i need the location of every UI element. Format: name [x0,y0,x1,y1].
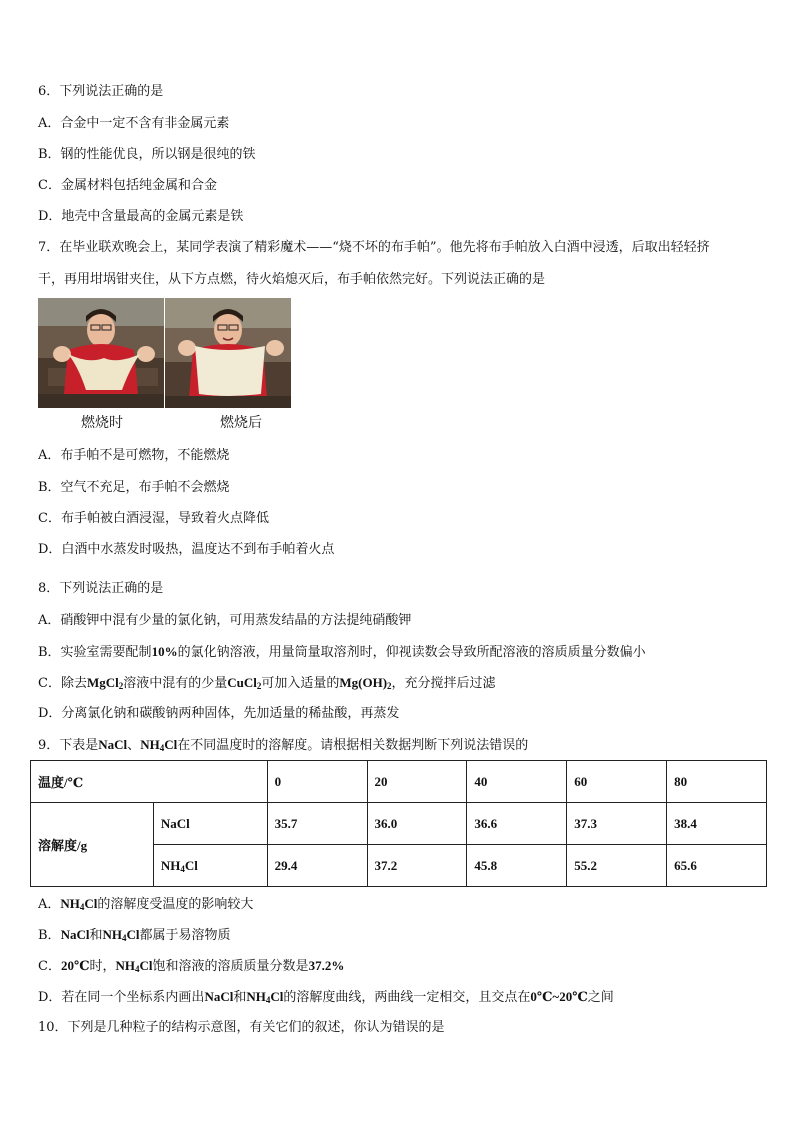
q7-stem-line1: 7．在毕业联欢晚会上，某同学表演了精彩魔术——“烧不坏的布手帕”。他先将布手帕放入白酒中浸透，后取出轻轻挤 [38,240,710,255]
q8-option-d: D．分离氯化钠和碳酸钠两种固体，先加适量的稀盐酸，再蒸发 [38,706,400,721]
q7-option-c: C．布手帕被白酒浸湿，导致着火点降低 [38,511,269,526]
q9-option-c: C．20℃时，$NH_4Cl$饱和溶液的溶质质量分数是37.2% [38,958,345,974]
value-cell: 36.6 [467,803,567,845]
q9-option-b: B．NaCl和$NH_4Cl$都属于易溶物质 [38,927,231,943]
value-cell: 37.2 [367,845,467,887]
temp-cell: 40 [467,761,567,803]
q7-stem-line2: 干，再用坩埚钳夹住，从下方点燃，待火焰熄灭后，布手帕依然完好。下列说法正确的是 [38,272,546,287]
value-cell: 55.2 [567,845,667,887]
value-cell: 36.0 [367,803,467,845]
q7-option-d: D．白酒中水蒸发时吸热，温度达不到布手帕着火点 [38,542,335,557]
caption-after-burning: 燃烧后 [220,415,262,431]
q9-option-a: A．$NH_4Cl$的溶解度受温度的影响较大 [38,896,254,912]
caption-burning: 燃烧时 [81,415,123,431]
table-row [31,761,767,803]
value-cell: 37.3 [567,803,667,845]
q6-option-b: B．钢的性能优良，所以钢是很纯的铁 [38,147,256,162]
header-temperature: 温度/℃ [31,761,268,803]
q7-option-b: B．空气不充足，布手帕不会燃烧 [38,480,230,495]
q7-photos [38,298,303,438]
temp-cell: 0 [267,761,367,803]
temp-cell: 80 [667,761,767,803]
q8-option-b: B．实验室需要配制10%的氯化钠溶液，用量筒量取溶剂时，仰视读数会导致所配溶液的溶质质量分数偏小 [38,644,646,660]
q9-stem: 9．下表是NaCl、$NH_4Cl$在不同温度时的溶解度。请根据相关数据判断下列说法错误的 [38,737,529,753]
row-label-nacl: NaCl [153,803,267,845]
q6-option-a: A．合金中一定不含有非金属元素 [38,116,230,131]
q8-stem: 8．下列说法正确的是 [38,581,164,596]
q6-option-c: C．金属材料包括纯金属和合金 [38,178,217,193]
value-cell: 38.4 [667,803,767,845]
value-cell: 65.6 [667,845,767,887]
solubility-table [30,760,767,887]
temp-cell: 20 [367,761,467,803]
table-row [31,803,767,845]
q6-option-d: D．地壳中含量最高的金属元素是铁 [38,209,244,224]
value-cell: 45.8 [467,845,567,887]
q10-stem: 10．下列是几种粒子的结构示意图，有关它们的叙述，你认为错误的是 [38,1020,445,1035]
q7-option-a: A．布手帕不是可燃物，不能燃烧 [38,448,230,463]
value-cell: 29.4 [267,845,367,887]
row-label-nh4cl: $NH_4Cl$ [153,845,267,887]
temp-cell: 60 [567,761,667,803]
q8-option-a: A．硝酸钾中混有少量的氯化钠，可用蒸发结晶的方法提纯硝酸钾 [38,613,412,628]
photo-after-burning [165,298,291,408]
q6-stem: 6．下列说法正确的是 [38,84,164,99]
value-cell: 35.7 [267,803,367,845]
q8-option-c: C．除去MgCl$_2$溶液中混有的少量CuCl$_2$可加入适量的$Mg(OH)_2$，充分搅拌后过滤 [38,675,496,691]
q9-option-d: D．若在同一个坐标系内画出NaCl和$NH_4Cl$的溶解度曲线，两曲线一定相交，且交点在0℃~20℃之间 [38,989,614,1005]
photo-burning [38,298,164,408]
header-solubility: 溶解度/g [31,803,154,887]
